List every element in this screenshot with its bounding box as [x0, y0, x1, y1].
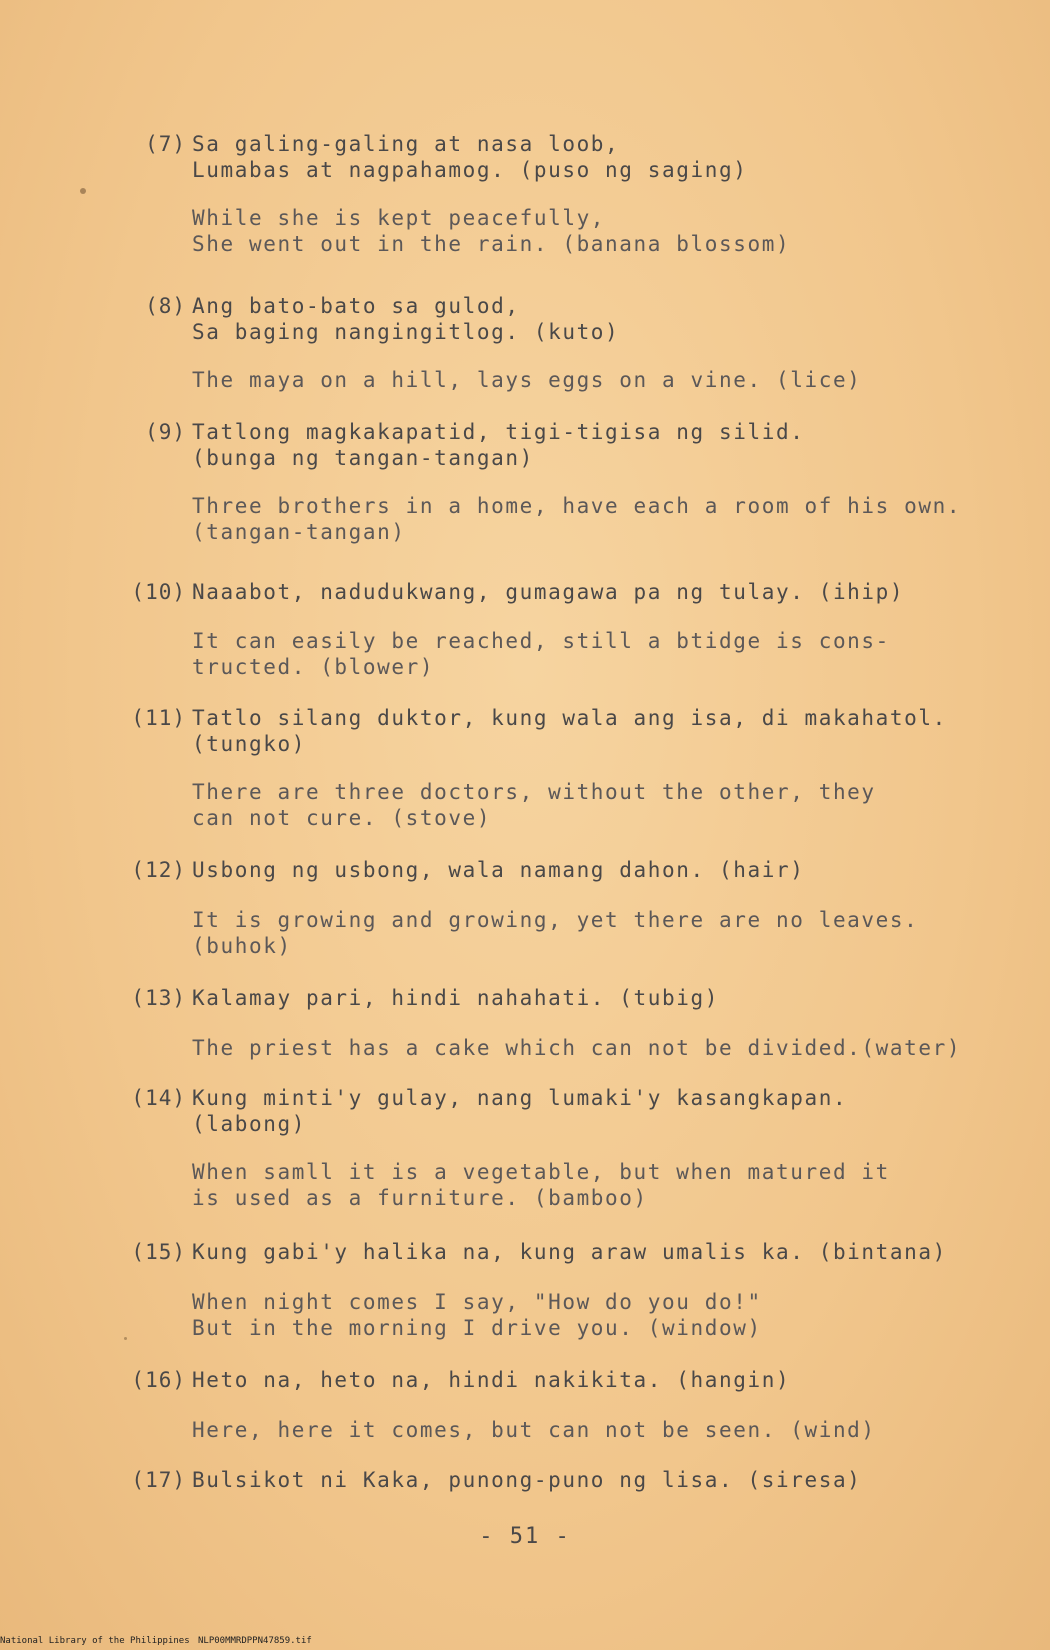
riddle-english-line: (tangan-tangan) [192, 520, 406, 544]
riddle-english-line: (buhok) [192, 934, 292, 958]
riddle-english-line: When night comes I say, "How do you do!" [192, 1290, 762, 1314]
riddle-number: (9) [145, 420, 186, 444]
riddle-english-line: When samll it is a vegetable, but when matured it [192, 1160, 890, 1184]
riddle-number: (7) [145, 132, 186, 156]
paper-stain [124, 1337, 127, 1340]
riddle-number: (8) [145, 294, 186, 318]
riddle-number: (11) [131, 706, 186, 730]
riddle-tagalog-line: (bunga ng tangan-tangan) [192, 446, 534, 470]
riddle-number: (14) [131, 1086, 186, 1110]
riddle-english-line: Here, here it comes, but can not be seen. (wind) [192, 1418, 876, 1442]
page-number: - 51 - [479, 1524, 571, 1549]
riddle-tagalog-line: Bulsikot ni Kaka, punong-puno ng lisa. (siresa) [192, 1468, 862, 1492]
riddle-number: (16) [131, 1368, 186, 1392]
riddle-english-line: But in the morning I drive you. (window) [192, 1316, 762, 1340]
riddle-english-line: The maya on a hill, lays eggs on a vine. (lice) [192, 368, 862, 392]
riddle-english-line: can not cure. (stove) [192, 806, 492, 830]
riddle-tagalog-line: Usbong ng usbong, wala namang dahon. (hair) [192, 858, 805, 882]
riddle-english-line: While she is kept peacefully, [192, 206, 606, 230]
riddle-tagalog-line: Naaabot, nadudukwang, gumagawa pa ng tulay. (ihip) [192, 580, 905, 604]
riddle-number: (10) [131, 580, 186, 604]
library-credit: National Library of the Philippines [0, 1636, 190, 1646]
riddle-tagalog-line: Heto na, heto na, hindi nakikita. (hangin) [192, 1368, 791, 1392]
riddle-english-line: She went out in the rain. (banana blossom) [192, 232, 791, 256]
riddle-english-line: There are three doctors, without the other, they [192, 780, 876, 804]
riddle-number: (15) [131, 1240, 186, 1264]
riddle-english-line: is used as a furniture. (bamboo) [192, 1186, 648, 1210]
riddle-number: (13) [131, 986, 186, 1010]
riddle-english-line: Three brothers in a home, have each a room of his own. [192, 494, 962, 518]
riddle-tagalog-line: Sa galing-galing at nasa loob, [192, 132, 620, 156]
riddle-english-line: It can easily be reached, still a btidge is cons- [192, 629, 890, 653]
riddle-tagalog-line: Kalamay pari, hindi nahahati. (tubig) [192, 986, 719, 1010]
riddle-tagalog-line: Kung minti'y gulay, nang lumaki'y kasangkapan. [192, 1086, 848, 1110]
riddle-english-line: tructed. (blower) [192, 655, 435, 679]
riddle-tagalog-line: Ang bato-bato sa gulod, [192, 294, 520, 318]
riddle-tagalog-line: Sa baging nangingitlog. (kuto) [192, 320, 620, 344]
riddle-tagalog-line: Tatlong magkakapatid, tigi-tigisa ng silid. [192, 420, 805, 444]
riddle-number: (12) [131, 858, 186, 882]
riddle-tagalog-line: Lumabas at nagpahamog. (puso ng saging) [192, 158, 748, 182]
riddle-english-line: The priest has a cake which can not be divided.(water) [192, 1036, 962, 1060]
riddle-tagalog-line: (tungko) [192, 732, 306, 756]
paper-stain [80, 188, 86, 194]
riddle-english-line: It is growing and growing, yet there are no leaves. [192, 908, 919, 932]
file-id: NLP00MMRDPPN47859.tif [198, 1636, 312, 1646]
riddle-number: (17) [131, 1468, 186, 1492]
scan-footer [0, 1636, 1050, 1650]
riddle-tagalog-line: Tatlo silang duktor, kung wala ang isa, di makahatol. [192, 706, 947, 730]
riddle-tagalog-line: Kung gabi'y halika na, kung araw umalis ka. (bintana) [192, 1240, 947, 1264]
riddle-tagalog-line: (labong) [192, 1112, 306, 1136]
